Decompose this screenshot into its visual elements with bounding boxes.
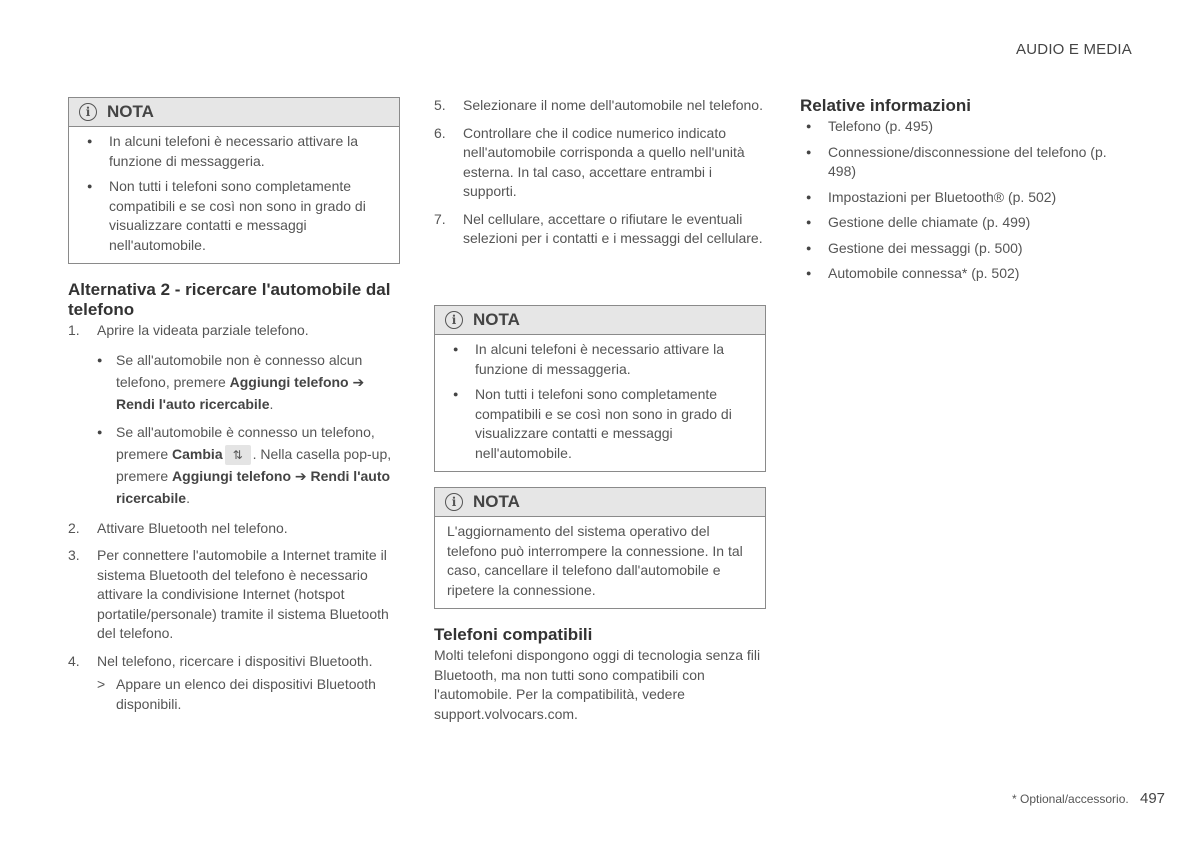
sub-item: ● Se all'automobile non è connesso alcun telefono, premere Aggiungi telefono ➔ Rendi l'auto ricercabile.	[68, 349, 400, 415]
list-item: ● Non tutti i telefoni sono completamente compatibili e se così non sono in grado di visualizzare contatti e messaggi nell'automobile.	[447, 385, 753, 463]
page-number: 497	[1140, 790, 1166, 807]
note-text: L'aggiornamento del sistema operativo del telefono può interrompere la connessione. In tal caso, cancellare il telefono dall'automobile e ripetere la connessione.	[447, 523, 743, 598]
related-link[interactable]: ● Automobile connessa* (p. 502)	[800, 264, 1120, 284]
result-item: > Appare un elenco dei dispositivi Bluetooth disponibili.	[97, 676, 376, 712]
step-item: 5. Selezionare il nome dell'automobile nel telefono.	[434, 97, 763, 113]
note-box	[434, 487, 766, 609]
sub-text: . Nella casella pop-up, premere	[116, 445, 392, 484]
step-text: Selezionare il nome dell'automobile nel telefono.	[463, 97, 763, 113]
info-icon: i	[445, 493, 463, 511]
list-item: ● Non tutti i telefoni sono completamente compatibili e se così non sono in grado di visualizzare contatti e messaggi nell'automobile.	[81, 177, 387, 255]
list-item: ● In alcuni telefoni è necessario attivare la funzione di messaggeria.	[447, 340, 753, 379]
related-link[interactable]: ● Gestione dei messaggi (p. 500)	[800, 239, 1120, 259]
note-body	[69, 127, 399, 263]
related-link[interactable]: ● Impostazioni per Bluetooth® (p. 502)	[800, 188, 1120, 208]
info-icon: i	[445, 311, 463, 329]
button-label: Aggiungi telefono ➔ Rendi l'auto ricercabile	[116, 467, 391, 506]
steps-list	[68, 321, 400, 714]
note-body	[435, 517, 765, 608]
note-box	[434, 305, 766, 472]
sub-item: ● Se all'automobile è connesso un telefono, premere Cambia ⇅ . Nella casella pop-up, premere Aggiungi telefono ➔ Rendi l'auto ricercabile.	[68, 421, 400, 509]
paragraph: Molti telefoni dispongono oggi di tecnologia senza fili Bluetooth, ma non tutti sono compatibili con l'automobile. Per la compatibilità, vedere support.volvocars.com.	[434, 647, 761, 722]
note-box	[68, 97, 400, 264]
step-item: 2. Attivare Bluetooth nel telefono.	[68, 519, 288, 536]
step-item: 3. Per connettere l'automobile a Internet tramite il sistema Bluetooth del telefono è necessario attivare la condivisione Internet (hotspot portatile/personale) tramite il sistema Bluetooth del telefono.	[68, 547, 389, 642]
step-text: Aprire la videata parziale telefono.	[97, 322, 309, 338]
note-title: NOTA	[473, 310, 520, 329]
list-item: ● In alcuni telefoni è necessario attivare la funzione di messaggeria.	[81, 132, 387, 171]
note-title: NOTA	[473, 492, 520, 511]
related-list	[800, 117, 1120, 290]
section-heading: Relative informazioni	[800, 96, 971, 115]
section-title: AUDIO E MEDIA	[1016, 41, 1132, 58]
step-text: Attivare Bluetooth nel telefono.	[97, 519, 288, 536]
button-label: Cambia	[172, 445, 223, 462]
step-text: Nel telefono, ricercare i dispositivi Bluetooth.	[97, 652, 373, 669]
result-text: Appare un elenco dei dispositivi Bluetooth disponibili.	[116, 676, 376, 712]
sub-text: Se all'automobile non è connesso alcun telefono, premere	[116, 351, 363, 390]
note-header	[69, 98, 399, 127]
sub-text: Se all'automobile è connesso un telefono, premere	[116, 423, 375, 462]
footnote: * Optional/accessorio.	[1012, 792, 1129, 806]
step-text: Per connettere l'automobile a Internet tramite il sistema Bluetooth del telefono è necessario attivare la condivisione Internet (hotspot portatile/personale) tramite il sistema Bluetooth del telefono.	[97, 547, 389, 642]
phone-switch-icon: ⇅	[225, 445, 251, 465]
related-link[interactable]: ● Telefono (p. 495)	[800, 117, 1120, 137]
step-text: Nel cellulare, accettare o rifiutare le eventuali selezioni per i contatti e i messaggi del cellulare.	[463, 210, 763, 246]
related-link[interactable]: ● Gestione delle chiamate (p. 499)	[800, 213, 1120, 233]
note-header	[435, 306, 765, 335]
step-item: 7. Nel cellulare, accettare o rifiutare le eventuali selezioni per i contatti e i messaggi del cellulare.	[434, 210, 763, 246]
steps-list	[434, 96, 766, 249]
section-heading: Telefoni compatibili	[434, 625, 593, 644]
step-text: Controllare che il codice numerico indicato nell'automobile corrisponda a quello nell'unità esterna. In tal caso, accettare entrambi i supporti.	[463, 124, 745, 199]
note-body	[435, 335, 765, 471]
section-heading: Alternativa 2 - ricercare l'automobile dal telefono	[68, 280, 391, 319]
button-label: Aggiungi telefono ➔ Rendi l'auto ricercabile	[116, 373, 365, 412]
related-link[interactable]: ● Connessione/disconnessione del telefono (p. 498)	[800, 143, 1120, 182]
info-icon: i	[79, 103, 97, 121]
step-item: 6. Controllare che il codice numerico indicato nell'automobile corrisponda a quello nell'unità esterna. In tal caso, accettare entrambi i supporti.	[434, 124, 745, 199]
step-item: 1. Aprire la videata parziale telefono.	[68, 322, 309, 338]
note-header	[435, 488, 765, 517]
step-item: 4. Nel telefono, ricercare i dispositivi Bluetooth.	[68, 652, 373, 669]
note-title: NOTA	[107, 102, 154, 121]
